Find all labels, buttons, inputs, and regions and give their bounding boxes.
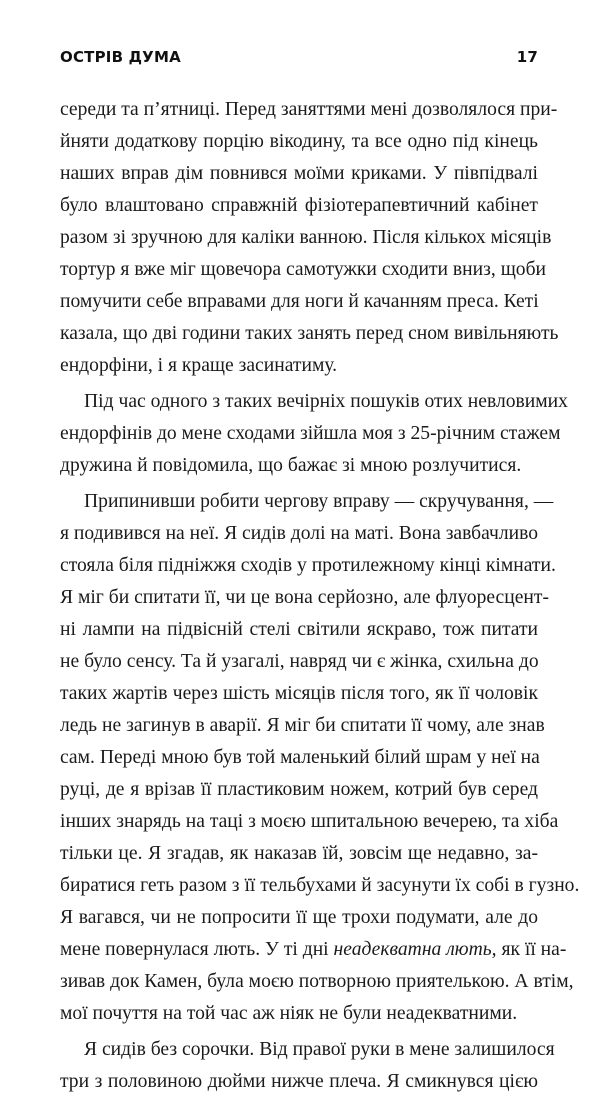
text-line: ендорфіни, і я краще засинатиму.	[60, 355, 338, 376]
text-line: таких жартів через шість місяців після того, як її чоловік	[60, 683, 538, 704]
text-line: биратися геть разом з її тельбухами й засунути їх собі в гузно.	[60, 875, 580, 896]
text-fragment: мене повернулася лють. У ті дні	[60, 939, 334, 960]
paragraph	[60, 386, 568, 482]
text-line: сам. Переді мною був той маленький білий шрам у неї на	[60, 747, 540, 768]
running-head	[60, 48, 538, 72]
book-title: ОСТРІВ ДУМА	[60, 48, 181, 66]
text-line: три з половиною дюйми нижче плеча. Я смикнувся цією	[60, 1071, 538, 1092]
text-line: казала, що дві години таких занять перед сном вивільняють	[60, 323, 559, 344]
text-line: не було сенсу. Та й узагалі, навряд чи є жінка, схильна до	[60, 651, 539, 672]
text-line: Припинивши робити чергову вправу — скручування, —	[84, 491, 554, 512]
text-line: ендорфінів до мене сходами зійшла моя з 25-річним стажем	[60, 423, 561, 444]
text-line: помучити себе вправами для ноги й качанням преса. Кеті	[60, 291, 539, 312]
text-line: стояла біля підніжжя сходів у протилежному кінці кімнати.	[60, 555, 556, 576]
text-line: наших вправ дім повнився моїми криками. У півпідвалі	[60, 163, 538, 184]
page-number: 17	[516, 48, 538, 66]
text-line: дружина й повідомила, що бажає зі мною розлучитися.	[60, 455, 522, 476]
text-line: Я міг би спитати її, чи це вона серйозно, але флуоресцент-	[60, 587, 550, 608]
text-line: руці, де я врізав її пластиковим ножем, котрий був серед	[60, 779, 538, 800]
text-line: тільки це. Я згадав, як наказав їй, зовсім ще недавно, за-	[60, 843, 538, 864]
text-line: було влаштовано справжній фізіотерапевтичний кабінет	[60, 195, 538, 216]
body-text	[60, 94, 580, 1102]
text-line: Я сидів без сорочки. Від правої руки в мене залишилося	[84, 1039, 555, 1060]
text-line: тортур я вже міг щовечора самотужки сходити вниз, щоби	[60, 259, 547, 280]
italic-phrase: неадекватна лють,	[333, 939, 497, 960]
text-line: ледь не загинув в аварії. Я міг би спитати її чому, але знав	[60, 715, 545, 736]
text-line: середи та п’ятниці. Перед заняттями мені дозволялося при-	[60, 99, 558, 120]
paragraph	[60, 94, 559, 382]
text-line: разом зі зручною для каліки ванною. Після кількох місяців	[60, 227, 552, 248]
text-line: Я вагався, чи не попросити її ще трохи подумати, але до	[60, 907, 538, 928]
text-line-with-italic	[60, 934, 567, 966]
text-fragment: як її на-	[496, 939, 567, 960]
text-line: йняти додаткову порцію вікодину, та все одно під кінець	[60, 131, 538, 152]
text-line: я подивився на неї. Я сидів долі на маті. Вона завбачливо	[60, 523, 539, 544]
text-line: інших знарядь на таці з моєю шпитальною вечерею, та хіба	[60, 811, 559, 832]
text-line: мої почуття на той час аж ніяк не були неадекватними.	[60, 1003, 518, 1024]
text-line: зивав док Камен, була моєю потворною приятелькою. А втім,	[60, 971, 574, 992]
paragraph	[60, 1034, 555, 1098]
paragraph	[60, 486, 580, 1030]
text-line: ні лампи на підвісній стелі світили яскраво, тож питати	[60, 619, 538, 640]
text-line: Під час одного з таких вечірніх пошуків отих невловимих	[84, 391, 568, 412]
